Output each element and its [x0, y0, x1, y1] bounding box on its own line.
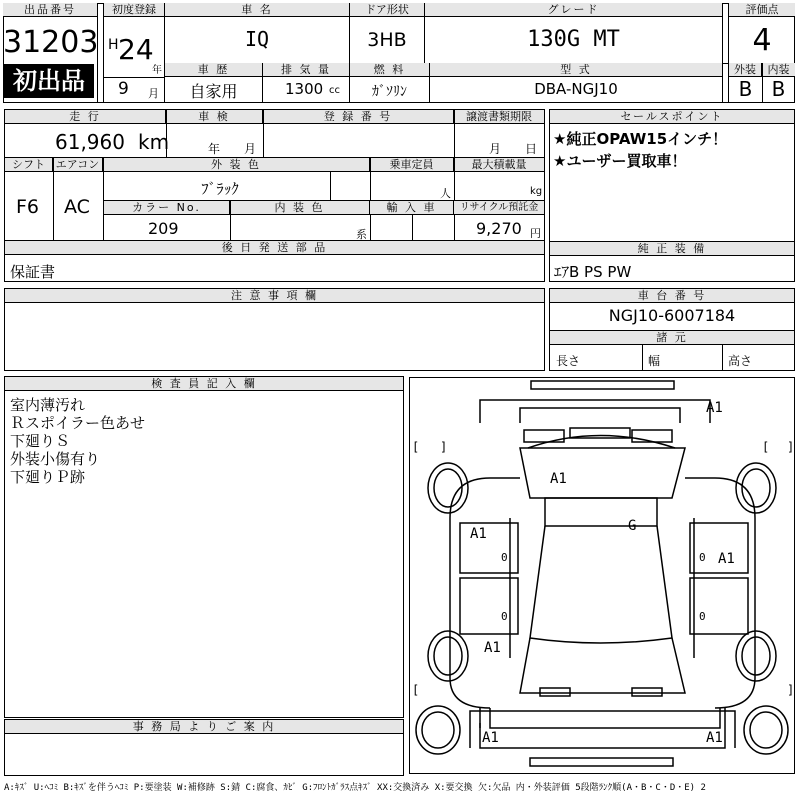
registration-year-unit: 年 [152, 65, 162, 76]
displacement-unit: cc [329, 85, 340, 96]
mark-zero-2: 0 [699, 551, 706, 564]
mark-top-right: A1 [706, 400, 723, 416]
bracket-left-2: ] [440, 440, 448, 454]
mark-zero-1: 0 [501, 551, 508, 564]
color-label: 外 装 色 [103, 158, 370, 172]
ext-label: 外装 [729, 63, 762, 77]
lot-number: 31203 [3, 25, 99, 60]
color: ﾌﾞﾗｯｸ [201, 180, 239, 198]
registration-label: 初度登録 [104, 3, 164, 17]
bracket-right-1: [ [762, 440, 770, 454]
sales-point-2: ★ユーザー買取車！ [553, 152, 687, 170]
bracket-right-2: ] [787, 440, 795, 454]
lot-section [3, 3, 98, 103]
interior-label: 内 装 色 [230, 201, 370, 215]
sales-label: セールスポイント [550, 110, 794, 124]
ext-int-section [728, 63, 795, 103]
height-label: 高さ [728, 354, 753, 368]
shift: F6 [16, 196, 40, 218]
chassis-number: NGJ10-6007184 [608, 306, 736, 325]
mark-right-door: A1 [718, 551, 735, 567]
int-label: 内装 [762, 63, 795, 77]
history-label: 車 歴 [165, 63, 262, 77]
mark-glass: G [628, 518, 637, 534]
car-diagram [409, 377, 795, 774]
grade-label: グレード [425, 3, 722, 17]
plate-label: 登 録 番 号 [263, 110, 454, 124]
recycle-unit: 円 [530, 227, 541, 240]
equipment-label: 純 正 装 備 [550, 242, 794, 256]
car-name: IQ [244, 27, 270, 51]
bracket-right-3: ] [787, 683, 795, 697]
mark-roof: A1 [550, 471, 567, 487]
recycle: 9,270 [476, 219, 522, 238]
transfer-day-unit: 日 [525, 142, 538, 156]
inspector-line-1: 室内薄汚れ [10, 396, 86, 414]
mark-left-rear: A1 [484, 640, 501, 656]
score-label: 評価点 [729, 3, 795, 17]
length-label: 長さ [556, 354, 581, 368]
later: 保証書 [10, 263, 56, 281]
fuel-section [350, 63, 430, 103]
mark-left-door: A1 [470, 526, 487, 542]
car-outline-drawing [410, 378, 794, 773]
grade-section [425, 3, 723, 63]
registration-era: H [108, 37, 119, 53]
inspector-line-4: 外装小傷有り [10, 450, 101, 468]
mark-bottom-right: A1 [706, 730, 723, 746]
inspection-label: 車 検 [166, 110, 263, 124]
door-section [350, 3, 425, 63]
car-name-section [165, 3, 350, 63]
width-label: 幅 [648, 354, 661, 368]
door-type: 3HB [367, 29, 407, 51]
sales-point-1: ★純正OPAW15インチ！ [553, 130, 728, 148]
lot-label: 出品番号 [3, 3, 97, 17]
mileage-label: 走 行 [5, 110, 166, 124]
inspection-month-unit: 月 [244, 142, 257, 156]
inspector-label: 検 査 員 記 入 欄 [5, 377, 403, 391]
fuel: ｶﾞｿﾘﾝ [372, 84, 407, 100]
inspector-line-5: 下廻りＰ跡 [10, 468, 86, 486]
car-name-label: 車 名 [165, 3, 349, 17]
color-no-label: カラー No. [104, 201, 230, 215]
footer-legend: A:ｷｽﾞ U:ﾍｺﾐ B:ｷｽﾞを伴うﾍｺﾐ P:要塗装 W:補修跡 S:錆 C:腐食、ｶﾋﾞ G:ﾌﾛﾝﾄｶﾞﾗｽ点ｷｽﾞ XX:交換済み X:要交換 欠:欠品 内・外装評価 5段階ﾗﾝｸ順(A・B・C・D・E) 2 [4, 783, 706, 793]
bracket-left-3: [ [412, 683, 420, 697]
mileage-unit: km [138, 130, 170, 154]
registration-year: 24 [118, 33, 154, 66]
equipment: ｴｱB PS PW [554, 263, 632, 281]
first-listing-badge: 初出品 [4, 64, 94, 98]
model: DBA-NGJ10 [534, 80, 618, 98]
load-label: 最大積載量 [454, 158, 544, 172]
score-section [728, 3, 795, 63]
ext-score: B [738, 77, 753, 101]
import-label: 輸 入 車 [370, 201, 454, 215]
mileage: 61,960 [55, 130, 125, 154]
transfer-label: 譲渡書類期限 [454, 110, 544, 124]
ac-label: エアコン [53, 158, 103, 172]
registration-section [103, 3, 165, 103]
chassis-label: 車 台 番 号 [550, 289, 794, 303]
model-section [430, 63, 723, 103]
model-label: 型 式 [430, 63, 722, 77]
recycle-label: リサイクル預託金 [454, 201, 544, 215]
score: 4 [752, 23, 772, 58]
color-no: 209 [148, 219, 179, 238]
transfer-month-unit: 月 [489, 142, 502, 156]
grade: 130G MT [527, 27, 620, 52]
inspection-year-unit: 年 [208, 142, 221, 156]
fuel-label: 燃 料 [350, 63, 429, 77]
later-label: 後 日 発 送 部 品 [5, 241, 544, 255]
capacity-unit: 人 [440, 187, 451, 200]
int-score: B [771, 77, 786, 101]
registration-month: 9 [118, 79, 129, 99]
displacement-section [263, 63, 350, 103]
registration-month-unit: 月 [148, 87, 159, 100]
notes-label: 注 意 事 項 欄 [5, 289, 544, 303]
office-label: 事 務 局 よ り ご 案 内 [5, 720, 403, 734]
history-section [165, 63, 263, 103]
ac: AC [64, 196, 90, 218]
capacity-label: 乗車定員 [370, 158, 454, 172]
inspector-line-3: 下廻りＳ [10, 432, 71, 450]
mark-zero-4: 0 [699, 610, 706, 623]
displacement: 1300 [285, 80, 324, 98]
inspector-line-2: Ｒスポイラー色あせ [10, 414, 146, 432]
history: 自家用 [189, 82, 238, 101]
shift-label: シフト [5, 158, 53, 172]
door-label: ドア形状 [350, 3, 424, 17]
interior-unit: 系 [356, 228, 367, 241]
bracket-left-1: [ [412, 440, 420, 454]
displacement-label: 排 気 量 [263, 63, 349, 77]
mark-zero-3: 0 [501, 610, 508, 623]
mark-bottom-left: A1 [482, 730, 499, 746]
load-unit: kg [530, 186, 543, 197]
dims-label: 諸 元 [550, 330, 794, 345]
